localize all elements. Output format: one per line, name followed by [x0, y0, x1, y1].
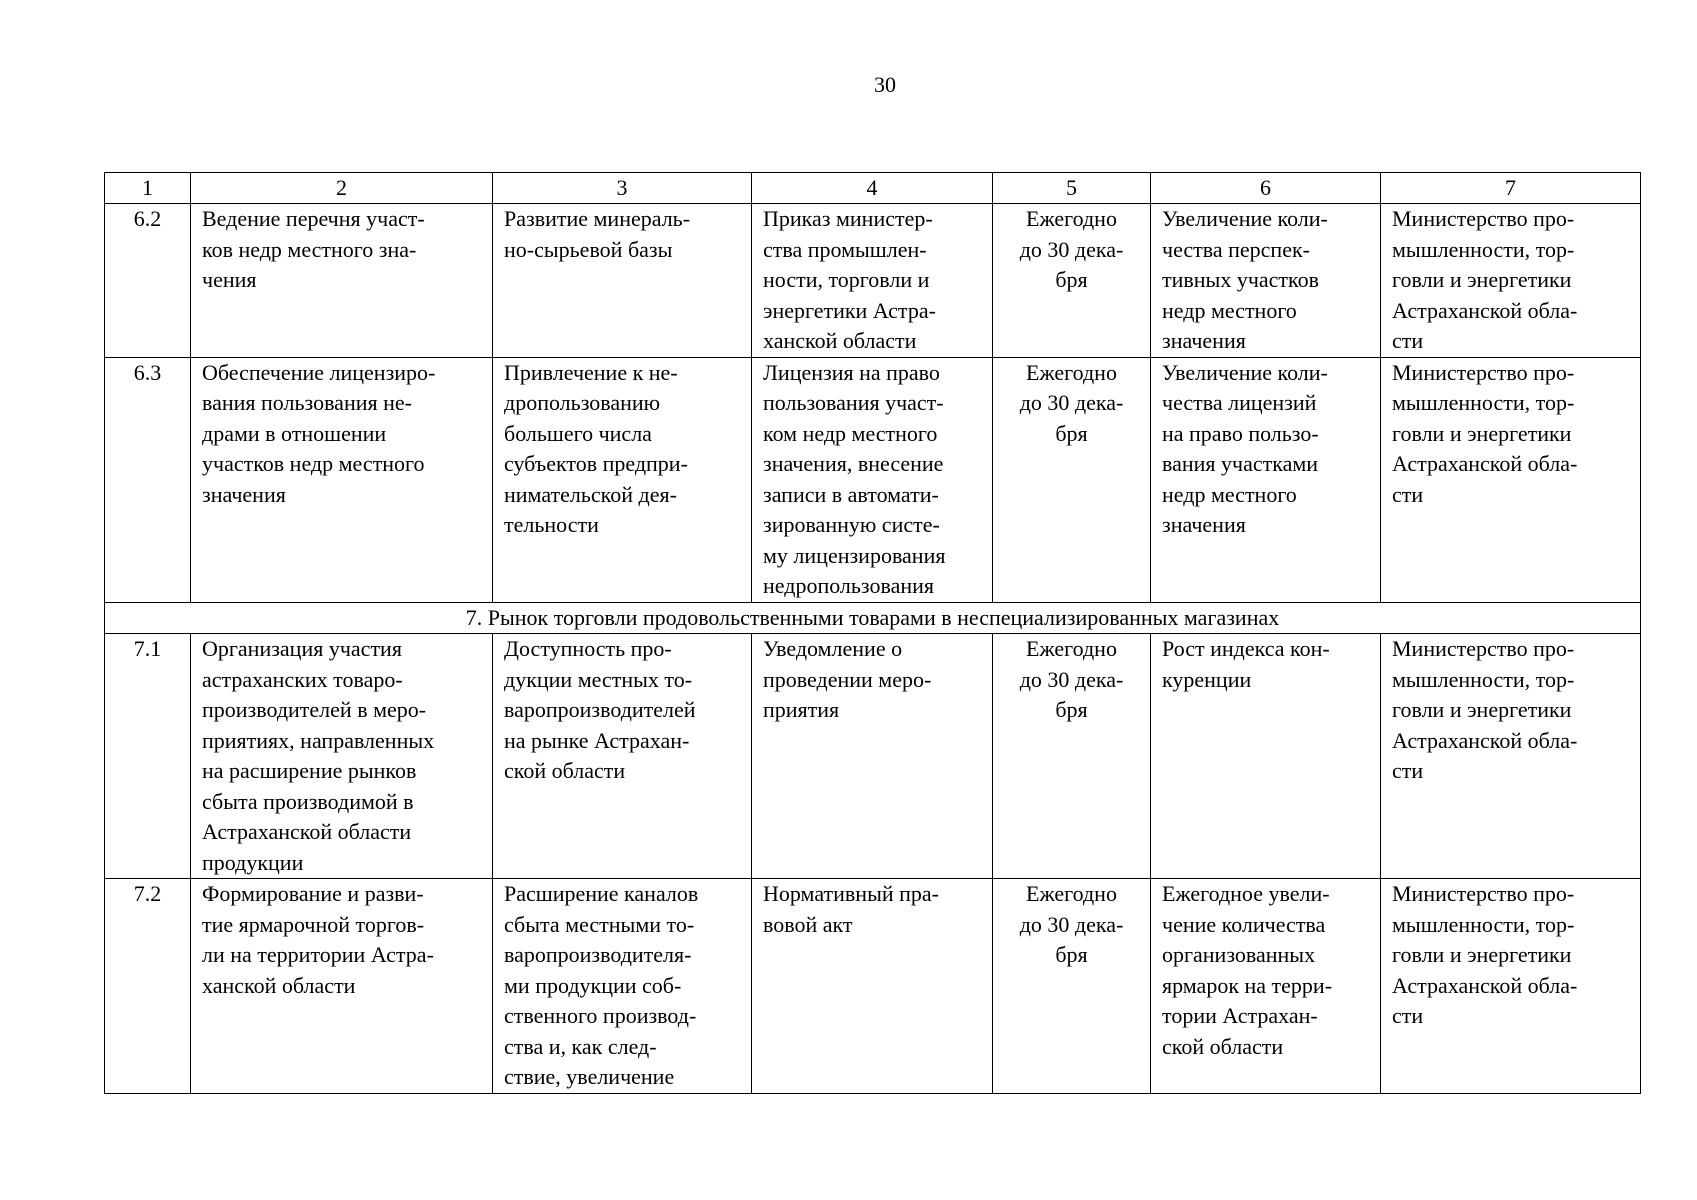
- table-row: [105, 879, 1641, 1094]
- responsible: Министерство про- мышленности, тор- говли и энергетики Астраханской обла- сти: [1381, 357, 1641, 602]
- result-document: Приказ министер- ства промышлен- ности, торговли и энергетики Астра- ханской области: [752, 204, 993, 358]
- expected-result: Увеличение коли- чества лицензий на право пользо- вания участками недр местного значения: [1151, 357, 1381, 602]
- deadline: Ежегодно до 30 дека- бря: [993, 634, 1151, 879]
- column-header: 7: [1381, 173, 1641, 204]
- column-header: 1: [105, 173, 191, 204]
- item-number: 7.1: [105, 634, 191, 879]
- deadline: Ежегодно до 30 дека- бря: [993, 357, 1151, 602]
- table-row: [105, 204, 1641, 358]
- deadline: Ежегодно до 30 дека- бря: [993, 204, 1151, 358]
- result-document: Уведомление о проведении меро- приятия: [752, 634, 993, 879]
- item-number: 6.3: [105, 357, 191, 602]
- measure-goal: Доступность про- дукции местных то- варопроизводителей на рынке Астрахан- ской области: [493, 634, 752, 879]
- item-number: 7.2: [105, 879, 191, 1094]
- measure-name: Обеспечение лицензиро- вания пользования не- драми в отношении участков недр местного значения: [191, 357, 493, 602]
- section-title: 7. Рынок торговли продовольственными товарами в неспециализированных магазинах: [105, 602, 1641, 634]
- expected-result: Рост индекса кон- куренции: [1151, 634, 1381, 879]
- measures-table: [104, 172, 1641, 1094]
- responsible: Министерство про- мышленности, тор- говли и энергетики Астраханской обла- сти: [1381, 634, 1641, 879]
- column-header: 3: [493, 173, 752, 204]
- column-header: 6: [1151, 173, 1381, 204]
- column-header: 4: [752, 173, 993, 204]
- measure-goal: Привлечение к не- дропользованию большего числа субъектов предпри- нимательской дея- тельности: [493, 357, 752, 602]
- table-header-row: [105, 173, 1641, 204]
- measure-goal: Расширение каналов сбыта местными то- варопроизводителя- ми продукции соб- ственного производ- ства и, как след- ствие, увеличение: [493, 879, 752, 1094]
- table-row: [105, 357, 1641, 602]
- expected-result: Ежегодное увели- чение количества организованных ярмарок на терри- тории Астрахан- ской области: [1151, 879, 1381, 1094]
- column-header: 2: [191, 173, 493, 204]
- measure-name: Формирование и разви- тие ярмарочной торгов- ли на территории Астра- ханской области: [191, 879, 493, 1094]
- deadline: Ежегодно до 30 дека- бря: [993, 879, 1151, 1094]
- page-number: 30: [874, 72, 896, 97]
- measure-name: Ведение перечня участ- ков недр местного зна- чения: [191, 204, 493, 358]
- table-row: [105, 634, 1641, 879]
- expected-result: Увеличение коли- чества перспек- тивных участков недр местного значения: [1151, 204, 1381, 358]
- column-header: 5: [993, 173, 1151, 204]
- responsible: Министерство про- мышленности, тор- говли и энергетики Астраханской обла- сти: [1381, 204, 1641, 358]
- result-document: Лицензия на право пользования участ- ком недр местного значения, внесение записи в автомати- зированную систе- му лицензирования недропользования: [752, 357, 993, 602]
- measure-goal: Развитие минераль- но-сырьевой базы: [493, 204, 752, 358]
- responsible: Министерство про- мышленности, тор- говли и энергетики Астраханской обла- сти: [1381, 879, 1641, 1094]
- item-number: 6.2: [105, 204, 191, 358]
- section-row: [105, 602, 1641, 634]
- measure-name: Организация участия астраханских товаро- производителей в меро- приятиях, направленных на расширение рынков сбыта производимой в Астраханской области продукции: [191, 634, 493, 879]
- result-document: Нормативный пра- вовой акт: [752, 879, 993, 1094]
